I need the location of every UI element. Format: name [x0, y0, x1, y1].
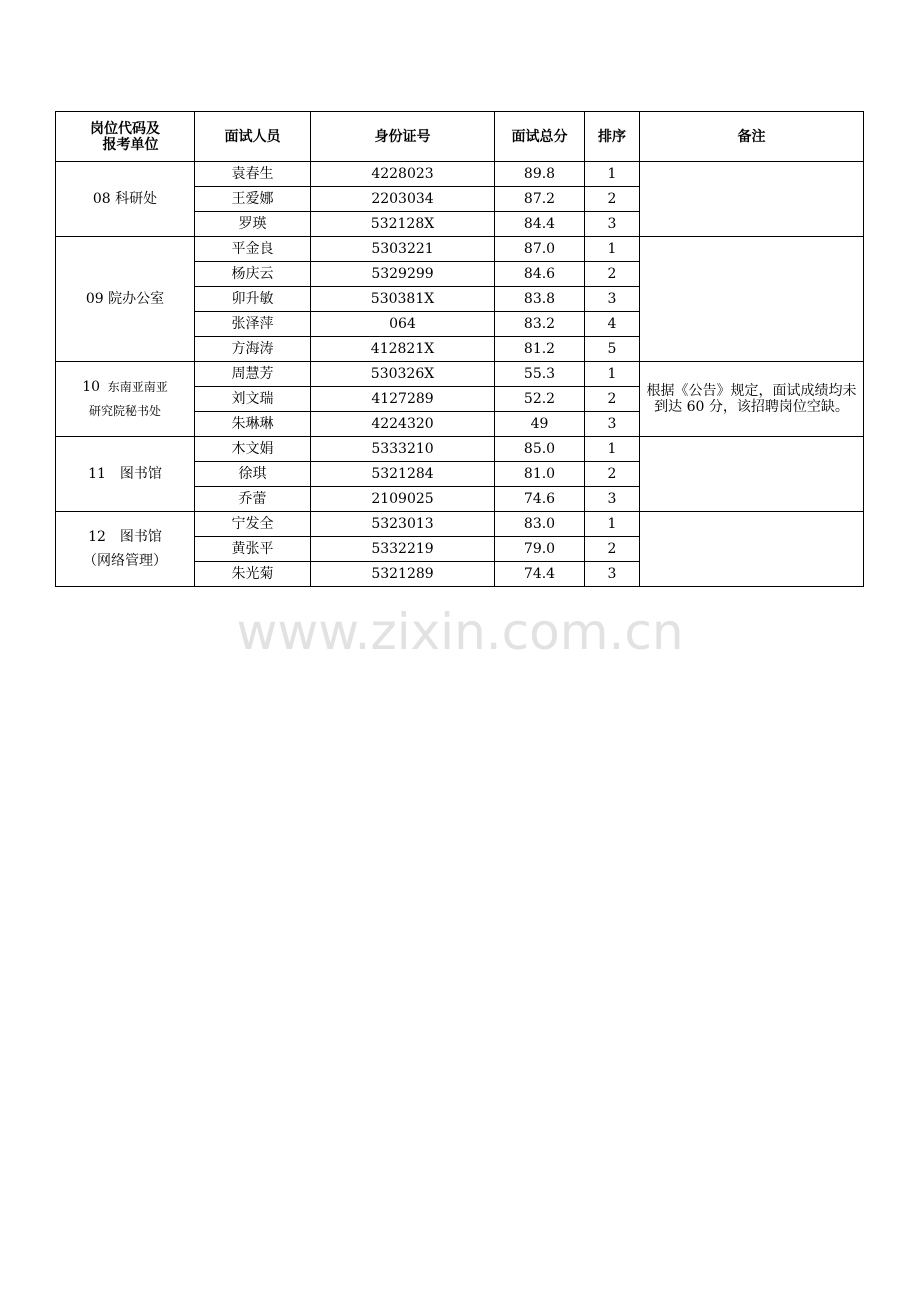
- unit-cell: [56, 162, 195, 237]
- candidate-name: 杨庆云: [195, 262, 311, 287]
- candidate-name: 周慧芳: [195, 362, 311, 387]
- unit-label: 11 图书馆: [88, 466, 162, 482]
- candidate-score: 81.2: [495, 337, 585, 362]
- candidate-rank: 2: [585, 262, 640, 287]
- candidate-name: 黄张平: [195, 537, 311, 562]
- candidate-name: 木文娟: [195, 437, 311, 462]
- candidate-score: 87.0: [495, 237, 585, 262]
- header-score: 面试总分: [495, 112, 585, 162]
- candidate-score: 49: [495, 412, 585, 437]
- candidate-score: 81.0: [495, 462, 585, 487]
- candidate-name: 朱光菊: [195, 562, 311, 587]
- candidate-rank: 3: [585, 562, 640, 587]
- candidate-name: 袁春生: [195, 162, 311, 187]
- unit-cell: [56, 512, 195, 587]
- candidate-score: 83.0: [495, 512, 585, 537]
- candidate-id: 530381X: [311, 287, 495, 312]
- candidate-rank: 2: [585, 537, 640, 562]
- results-sheet: [55, 111, 863, 587]
- header-unit-line1: 岗位代码及: [90, 120, 160, 137]
- candidate-name: 乔蕾: [195, 487, 311, 512]
- note-cell: [640, 237, 864, 362]
- candidate-name: 张泽萍: [195, 312, 311, 337]
- header-row: [56, 112, 864, 162]
- table-row: [56, 162, 864, 187]
- unit-cell: [56, 237, 195, 362]
- candidate-rank: 2: [585, 187, 640, 212]
- unit-label: 08 科研处: [92, 191, 158, 207]
- candidate-score: 85.0: [495, 437, 585, 462]
- header-note: 备注: [640, 112, 864, 162]
- unit-label-line2: （网络管理）: [83, 553, 167, 569]
- candidate-name: 卯升敏: [195, 287, 311, 312]
- unit-cell: [56, 362, 195, 437]
- unit-number: 10: [82, 379, 101, 395]
- candidate-score: 87.2: [495, 187, 585, 212]
- unit-label-line1: 12 图书馆: [88, 529, 162, 545]
- candidate-rank: 2: [585, 387, 640, 412]
- candidate-name: 罗瑛: [195, 212, 311, 237]
- candidate-id: 2109025: [311, 487, 495, 512]
- candidate-rank: 3: [585, 487, 640, 512]
- candidate-score: 83.2: [495, 312, 585, 337]
- candidate-id: 5333210: [311, 437, 495, 462]
- candidate-score: 74.6: [495, 487, 585, 512]
- candidate-id: 532128X: [311, 212, 495, 237]
- candidate-id: 5323013: [311, 512, 495, 537]
- note-cell: [640, 512, 864, 587]
- candidate-rank: 1: [585, 437, 640, 462]
- candidate-score: 84.4: [495, 212, 585, 237]
- candidate-score: 52.2: [495, 387, 585, 412]
- candidate-score: 89.8: [495, 162, 585, 187]
- candidate-name: 徐琪: [195, 462, 311, 487]
- table-row: [56, 512, 864, 537]
- candidate-id: 5321284: [311, 462, 495, 487]
- header-unit: [56, 112, 195, 162]
- interview-results-table: [55, 111, 864, 587]
- table-row: [56, 437, 864, 462]
- candidate-rank: 3: [585, 287, 640, 312]
- candidate-id: 2203034: [311, 187, 495, 212]
- candidate-id: 5321289: [311, 562, 495, 587]
- candidate-id: 5332219: [311, 537, 495, 562]
- candidate-name: 方海涛: [195, 337, 311, 362]
- candidate-rank: 3: [585, 412, 640, 437]
- watermark: www.zixin.com.cn: [236, 603, 684, 661]
- header-id: 身份证号: [311, 112, 495, 162]
- candidate-rank: 1: [585, 512, 640, 537]
- table-row: [56, 237, 864, 262]
- header-name: 面试人员: [195, 112, 311, 162]
- candidate-id: 4127289: [311, 387, 495, 412]
- candidate-score: 55.3: [495, 362, 585, 387]
- unit-label: 09 院办公室: [85, 291, 165, 307]
- candidate-id: 5329299: [311, 262, 495, 287]
- candidate-rank: 5: [585, 337, 640, 362]
- candidate-name: 刘文瑞: [195, 387, 311, 412]
- candidate-name: 王爱娜: [195, 187, 311, 212]
- header-unit-line2: 报考单位: [102, 136, 159, 153]
- unit-label: 东南亚南亚: [107, 380, 168, 394]
- candidate-name: 平金良: [195, 237, 311, 262]
- unit-label-line2: 研究院秘书处: [88, 404, 161, 418]
- candidate-rank: 1: [585, 237, 640, 262]
- candidate-id: 5303221: [311, 237, 495, 262]
- note-cell: [640, 162, 864, 237]
- candidate-score: 84.6: [495, 262, 585, 287]
- candidate-rank: 4: [585, 312, 640, 337]
- table-row: [56, 362, 864, 387]
- candidate-score: 79.0: [495, 537, 585, 562]
- unit-cell: [56, 437, 195, 512]
- note-cell: 根据《公告》规定，面试成绩均未到达 60 分，该招聘岗位空缺。: [640, 362, 864, 437]
- candidate-name: 朱琳琳: [195, 412, 311, 437]
- candidate-score: 83.8: [495, 287, 585, 312]
- candidate-id: 4228023: [311, 162, 495, 187]
- note-cell: [640, 437, 864, 512]
- candidate-id: 4224320: [311, 412, 495, 437]
- candidate-rank: 3: [585, 212, 640, 237]
- candidate-score: 74.4: [495, 562, 585, 587]
- candidate-rank: 1: [585, 362, 640, 387]
- candidate-id: 530326X: [311, 362, 495, 387]
- candidate-rank: 2: [585, 462, 640, 487]
- candidate-rank: 1: [585, 162, 640, 187]
- candidate-id: 412821X: [311, 337, 495, 362]
- unit-label-line1: [56, 379, 194, 395]
- header-rank: 排序: [585, 112, 640, 162]
- candidate-name: 宁发全: [195, 512, 311, 537]
- candidate-id: 064: [311, 312, 495, 337]
